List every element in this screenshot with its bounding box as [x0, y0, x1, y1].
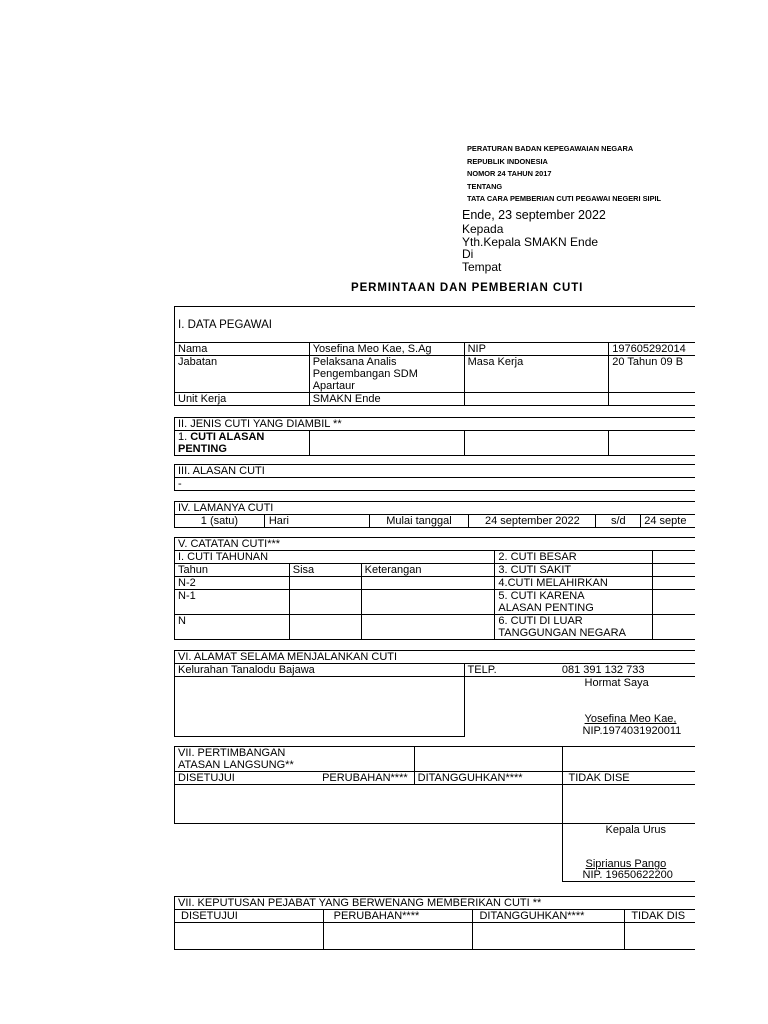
alasan-value: - [175, 478, 696, 491]
unit-kerja-label: Unit Kerja [175, 393, 310, 406]
jabatan-line: Apartaur [312, 380, 355, 392]
col-keterangan: Keterangan [361, 564, 495, 577]
jabatan-line: Pengembangan SDM [312, 368, 418, 380]
empty-cell [361, 590, 495, 615]
leave-type-line: 5. CUTI KARENA [498, 590, 585, 602]
empty-cell [653, 590, 695, 615]
leave-type-line: 6. CUTI DI LUAR [498, 615, 583, 627]
nama-value: Yosefina Meo Kae, S.Ag [309, 343, 464, 356]
empty-cell [473, 923, 625, 950]
empty-cell [289, 615, 361, 640]
regulation-line: TATA CARA PEMBERIAN CUTI PEGAWAI NEGERI SIPIL [467, 194, 662, 204]
col-tidak-disetujui: TIDAK DIS [625, 910, 695, 923]
to-label: Kepada [462, 222, 504, 236]
letter-address [462, 223, 598, 273]
item-label: CUTI ALASAN [190, 431, 265, 443]
nip-value: 197605292014 [609, 343, 695, 356]
empty-cell [609, 393, 695, 406]
section-heading: IV. LAMANYA CUTI [175, 502, 696, 515]
empty-cell [464, 431, 609, 456]
row-year: N-2 [175, 577, 290, 590]
col-tahun: Tahun [175, 564, 290, 577]
empty-cell [361, 577, 495, 590]
col-perubahan: PERUBAHAN**** [323, 910, 473, 923]
section-alasan-cuti [174, 464, 695, 492]
section-pertimbangan-atasan [174, 746, 695, 884]
section-alamat-cuti [174, 650, 695, 739]
regulation-line: NOMOR 24 TAHUN 2017 [467, 169, 552, 179]
jenis-cuti-item [175, 431, 310, 456]
empty-cell [361, 615, 495, 640]
leave-type: 4.CUTI MELAHIRKAN [495, 577, 653, 590]
regulation-line: TENTANG [467, 181, 503, 191]
start-date: 24 september 2022 [469, 515, 596, 528]
unit-kerja-value: SMAKN Ende [309, 393, 464, 406]
col-tidak-disetujui: TIDAK DISE [562, 772, 695, 785]
place-label: Tempat [462, 259, 502, 274]
empty-cell [653, 615, 695, 640]
leave-type-line: TANGGUNGAN NEGARA [498, 627, 626, 639]
empty-cell [609, 431, 695, 456]
heading-line: VII. PERTIMBANGAN [178, 747, 286, 759]
at-label: Di [462, 247, 474, 261]
empty-cell [653, 564, 695, 577]
empty-cell [625, 923, 695, 950]
supervisor-signature [562, 824, 695, 882]
recipient: Yth.Kepala SMAKN Ende [462, 234, 599, 249]
leave-type: 2. CUTI BESAR [495, 551, 653, 564]
section-heading: VII. KEPUTUSAN PEJABAT YANG BERWENANG MEMBERIKAN CUTI ** [175, 897, 696, 910]
col-ditangguhkan: DITANGGUHKAN**** [473, 910, 625, 923]
empty-cell [175, 785, 563, 824]
jabatan-line: Pelaksana Analis [312, 356, 397, 368]
place-date: Ende, 23 september 2022 [462, 208, 606, 222]
empty-cell [289, 577, 361, 590]
address-box [175, 677, 465, 737]
applicant-nip: NIP.1974031920011 [582, 725, 682, 737]
empty-cell [309, 431, 464, 456]
empty-cell [562, 747, 695, 772]
masa-kerja-label: Masa Kerja [464, 356, 609, 393]
masa-kerja-value: 20 Tahun 09 B [609, 356, 695, 393]
telp-value: 081 391 132 733 [559, 664, 695, 677]
col-ditangguhkan: DITANGGUHKAN**** [414, 772, 562, 785]
leave-type: 3. CUTI SAKIT [495, 564, 653, 577]
section-heading [175, 747, 415, 772]
jabatan-value [309, 356, 464, 393]
nip-label: NIP [464, 343, 609, 356]
telp-label: TELP. [464, 664, 559, 677]
regulation-line: PERATURAN BADAN KEPEGAWAIAN NEGARA [467, 144, 634, 153]
supervisor-nip: NIP. 19650622200 [582, 869, 673, 881]
supervisor-name: Siprianus Pango [585, 858, 667, 870]
start-label: Mulai tanggal [369, 515, 469, 528]
duration-unit: Hari [264, 515, 369, 528]
regulation-line: REPUBLIK INDONESIA [467, 156, 548, 166]
section-heading: VI. ALAMAT SELAMA MENJALANKAN CUTI [175, 651, 696, 664]
empty-cell [653, 577, 695, 590]
empty-cell [414, 747, 562, 772]
applicant-signature [464, 677, 695, 737]
regards: Hormat Saya [584, 677, 649, 689]
section-lamanya-cuti [174, 501, 695, 529]
heading-line: ATASAN LANGSUNG** [178, 759, 294, 771]
end-date: 24 septe [641, 515, 695, 528]
empty-cell [653, 551, 695, 564]
regulation-header [467, 143, 661, 206]
section-heading: I. DATA PEGAWAI [175, 307, 696, 343]
section-heading: III. ALASAN CUTI [175, 465, 696, 478]
section-heading: V. CATATAN CUTI*** [175, 538, 696, 551]
row-year: N-1 [175, 590, 290, 615]
empty-cell [289, 590, 361, 615]
duration-value: 1 (satu) [175, 515, 265, 528]
leave-type [495, 615, 653, 640]
row-year: N [175, 615, 290, 640]
col-disetujui: DISETUJUI [175, 910, 324, 923]
item-number: 1. [178, 431, 191, 443]
leave-type-line: ALASAN PENTING [498, 602, 594, 614]
section-data-pegawai [174, 306, 695, 408]
empty-cell [464, 393, 609, 406]
leave-type [495, 590, 653, 615]
applicant-name: Yosefina Meo Kae, [584, 713, 677, 725]
item-label: PENTING [178, 443, 227, 455]
section-catatan-cuti [174, 537, 695, 640]
address-value: Kelurahan Tanalodu Bajawa [175, 664, 465, 677]
nama-label: Nama [175, 343, 310, 356]
col-sisa: Sisa [289, 564, 361, 577]
form-title: PERMINTAAN DAN PEMBERIAN CUTI [351, 282, 584, 294]
empty-cell [175, 923, 324, 950]
jabatan-label: Jabatan [175, 356, 310, 393]
annual-leave-label: I. CUTI TAHUNAN [175, 551, 495, 564]
spacer [175, 824, 563, 882]
section-heading: II. JENIS CUTI YANG DIAMBIL ** [175, 418, 696, 431]
col-disetujui: DISETUJUI [175, 772, 295, 785]
empty-cell [562, 785, 695, 824]
section-jenis-cuti [174, 417, 695, 457]
section-keputusan-pejabat [174, 896, 695, 950]
sd-label: s/d [596, 515, 641, 528]
supervisor-title: Kepala Urus [605, 824, 667, 836]
empty-cell [323, 923, 473, 950]
col-perubahan: PERUBAHAN**** [294, 772, 414, 785]
